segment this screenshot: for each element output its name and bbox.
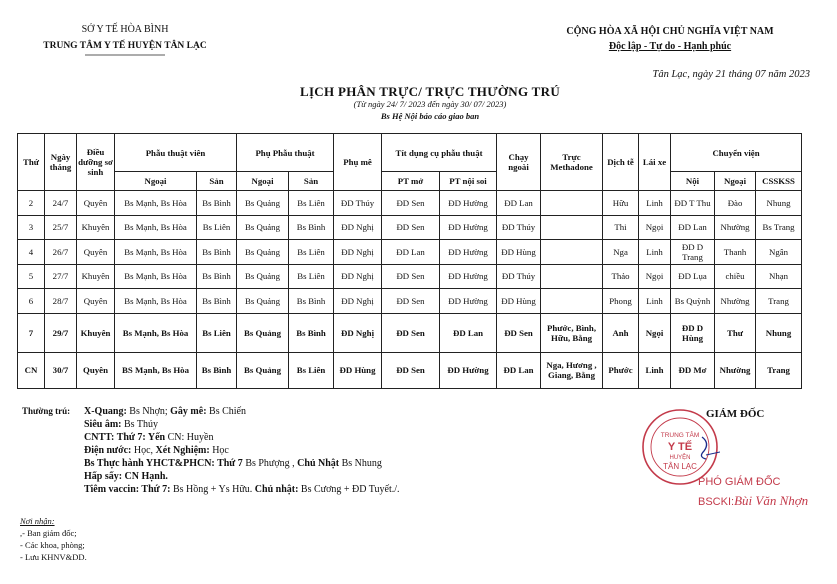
cell-pt-mo: ĐD Sen [382, 352, 440, 388]
cell-cv-noi: Bs Quỳnh [671, 289, 715, 314]
vaccin-label: Tiêm vaccin: Thứ 7: [84, 484, 171, 495]
schedule-body [18, 191, 802, 389]
cell-cv-csskss: Ngân [756, 240, 802, 265]
cell-dich-te: Phong [603, 289, 639, 314]
col-phu-pt: Phụ Phẫu thuật [237, 134, 334, 172]
cell-dich-te: Thảo [603, 264, 639, 289]
cell-lai-xe: Linh [639, 352, 671, 388]
cell-dich-te: Hữu [603, 191, 639, 216]
cell-thu: 5 [18, 264, 45, 289]
cell-pt-mo: ĐD Lan [382, 240, 440, 265]
duty-notes [22, 405, 622, 496]
cell-phu-san: Bs Liên [289, 240, 334, 265]
cell-cv-noi: ĐD T Thu [671, 191, 715, 216]
cell-cv-csskss: Trang [756, 352, 802, 388]
cell-pt-mo: ĐD Sen [382, 215, 440, 240]
note-line-1-content [84, 405, 246, 418]
note-line-7 [22, 483, 622, 496]
col-cv-noi: Nội [671, 172, 715, 191]
svg-text:TÂN LẠC: TÂN LẠC [663, 462, 697, 471]
cell-cv-csskss: Nhung [756, 191, 802, 216]
cell-ngay: 24/7 [45, 191, 77, 216]
cell-ptv-ngoai: Bs Mạnh, Bs Hòa [115, 313, 197, 352]
sieuam-label: Siêu âm: [84, 419, 122, 430]
cell-phu-me: ĐD Nghị [334, 215, 382, 240]
cell-chay-ngoai: ĐD Thúy [497, 264, 541, 289]
cell-thu: CN [18, 352, 45, 388]
cell-chay-ngoai: ĐD Lan [497, 191, 541, 216]
cell-phu-me: ĐD Nghị [334, 313, 382, 352]
xetnghiem-label: Xét Nghiệm: [155, 445, 210, 456]
recipients [20, 515, 87, 563]
cell-pt-mo: ĐD Sen [382, 191, 440, 216]
cell-ptv-ngoai: Bs Mạnh, Bs Hòa [115, 240, 197, 265]
cell-pt-noi-soi: ĐD Lan [440, 313, 497, 352]
cell-ngay: 25/7 [45, 215, 77, 240]
table-row [18, 240, 802, 265]
cell-methadone [541, 191, 603, 216]
cell-pt-noi-soi: ĐD Hường [440, 289, 497, 314]
col-methadone: Trực Methadone [541, 134, 603, 191]
cell-chay-ngoai: ĐD Thúy [497, 215, 541, 240]
org-name: TRUNG TÂM Y TẾ HUYỆN TÂN LẠC [43, 41, 207, 51]
svg-text:TRUNG TÂM: TRUNG TÂM [660, 432, 700, 439]
cell-lai-xe: Linh [639, 240, 671, 265]
cell-cv-ngoai: Đào [715, 191, 756, 216]
col-thu: Thứ [18, 134, 45, 191]
cell-pt-mo: ĐD Sen [382, 313, 440, 352]
cell-cv-csskss: Nhung [756, 313, 802, 352]
cell-dich-te: Phước [603, 352, 639, 388]
cell-thu: 2 [18, 191, 45, 216]
cell-ngay: 29/7 [45, 313, 77, 352]
table-row [18, 352, 802, 388]
gayme-value: Bs Chiến [206, 406, 246, 417]
header-row-2 [18, 172, 802, 191]
cell-dieu-duong: Quyên [77, 240, 115, 265]
cell-methadone [541, 264, 603, 289]
cell-cv-noi: ĐD D Hùng [671, 313, 715, 352]
org-underline [85, 54, 165, 56]
cell-phu-ngoai: Bs Quảng [237, 289, 289, 314]
cell-cv-ngoai: Nhường [715, 289, 756, 314]
cell-cv-ngoai: Thanh [715, 240, 756, 265]
recipient-item: - Các khoa, phòng; [20, 540, 85, 550]
note-line-2-content [84, 418, 158, 431]
cell-lai-xe: Ngọi [639, 313, 671, 352]
svg-text:HUYỆN: HUYỆN [669, 455, 691, 461]
col-tit: Tít dụng cụ phẫu thuật [382, 134, 497, 172]
cell-pt-noi-soi: ĐD Hường [440, 264, 497, 289]
cell-dieu-duong: Quyên [77, 289, 115, 314]
cell-pt-mo: ĐD Sen [382, 289, 440, 314]
cell-dich-te: Anh [603, 313, 639, 352]
chunhat-value: Bs Nhung [339, 458, 382, 469]
vaccin-value: Bs Hồng + Ys Hữu. [170, 484, 255, 495]
cell-dich-te: Thi [603, 215, 639, 240]
cell-pt-noi-soi: ĐD Hường [440, 215, 497, 240]
document-date: Tân Lạc, ngày 21 tháng 07 năm 2023 [652, 69, 810, 80]
cell-phu-ngoai: Bs Quảng [237, 240, 289, 265]
cell-thu: 7 [18, 313, 45, 352]
col-pt-mo: PT mở [382, 172, 440, 191]
cell-pt-noi-soi: ĐD Hường [440, 352, 497, 388]
cell-ptv-san: Bs Bình [197, 191, 237, 216]
cell-cv-noi: ĐD Lan [671, 215, 715, 240]
cell-lai-xe: Linh [639, 289, 671, 314]
cell-dieu-duong: Khuyên [77, 215, 115, 240]
col-chay-ngoai: Chạy ngoài [497, 134, 541, 191]
cell-cv-ngoai: Thư [715, 313, 756, 352]
cell-ptv-ngoai: Bs Mạnh, Bs Hòa [115, 215, 197, 240]
col-ngay: Ngày tháng [45, 134, 77, 191]
table-row [18, 289, 802, 314]
cell-phu-san: Bs Bình [289, 215, 334, 240]
cell-cv-noi: ĐD Mơ [671, 352, 715, 388]
col-phu-me: Phụ mê [334, 134, 382, 191]
sieuam-value: Bs Thúy [121, 419, 158, 430]
cell-cv-ngoai: Nhường [715, 215, 756, 240]
cell-ptv-ngoai: Bs Mạnh, Bs Hòa [115, 264, 197, 289]
note-line-2 [22, 418, 622, 431]
cell-ptv-ngoai: Bs Mạnh, Bs Hòa [115, 191, 197, 216]
table-row [18, 264, 802, 289]
header-row-1 [18, 134, 802, 172]
cell-methadone [541, 215, 603, 240]
cell-phu-me: ĐD Nghị [334, 264, 382, 289]
note-line-7-content [84, 483, 400, 496]
cell-cv-csskss: Nhạn [756, 264, 802, 289]
cell-cv-csskss: Trang [756, 289, 802, 314]
recipients-title: Nơi nhận: [20, 516, 55, 526]
cell-ngay: 27/7 [45, 264, 77, 289]
cell-phu-san: Bs Liên [289, 264, 334, 289]
cell-phu-ngoai: Bs Quảng [237, 352, 289, 388]
col-ptv-ngoai: Ngoại [115, 172, 197, 191]
cell-phu-san: Bs Liên [289, 352, 334, 388]
col-cv-ngoai: Ngoại [715, 172, 756, 191]
cell-ptv-san: Bs Liên [197, 215, 237, 240]
cell-phu-ngoai: Bs Quảng [237, 215, 289, 240]
cell-phu-me: ĐD Hùng [334, 352, 382, 388]
cell-dieu-duong: Khuyên [77, 264, 115, 289]
cell-chay-ngoai: ĐD Hùng [497, 240, 541, 265]
vaccin-cn-value: Bs Cương + ĐD Tuyết./. [298, 484, 400, 495]
cell-dieu-duong: Quyên [77, 191, 115, 216]
cell-lai-xe: Ngọi [639, 215, 671, 240]
col-pt-noi-soi: PT nội soi [440, 172, 497, 191]
yhct-label: Bs Thực hành YHCT&PHCN: Thứ 7 [84, 458, 243, 469]
cell-ptv-san: Bs Bình [197, 240, 237, 265]
col-dieu-duong: Điều dưỡng sơ sinh [77, 134, 115, 191]
cell-dieu-duong: Quyên [77, 352, 115, 388]
cell-ngay: 28/7 [45, 289, 77, 314]
cell-ptv-san: Bs Bình [197, 352, 237, 388]
cell-cv-csskss: Bs Trang [756, 215, 802, 240]
cell-thu: 3 [18, 215, 45, 240]
note-line-5-content [84, 457, 382, 470]
cell-ngay: 26/7 [45, 240, 77, 265]
cell-lai-xe: Ngọi [639, 264, 671, 289]
signer-deputy: PHÓ GIÁM ĐỐC [698, 476, 781, 488]
cell-phu-san: Bs Bình [289, 313, 334, 352]
cell-pt-noi-soi: ĐD Hường [440, 191, 497, 216]
table-row [18, 313, 802, 352]
cell-cv-ngoai: Nhường [715, 352, 756, 388]
col-ptv-san: Sản [197, 172, 237, 191]
diennuoc-label: Điện nước: [84, 445, 132, 456]
col-lai-xe: Lái xe [639, 134, 671, 191]
cell-methadone [541, 289, 603, 314]
col-cv-csskss: CSSKSS [756, 172, 802, 191]
cell-phu-me: ĐD Thúy [334, 191, 382, 216]
hapsay-label: Hấp sấy: CN Hạnh. [84, 471, 168, 482]
cell-ptv-san: Bs Bình [197, 289, 237, 314]
cntt-value: CN: Huyền [165, 432, 214, 443]
note-line-4-content [84, 444, 229, 457]
vaccin-cn-label: Chủ nhật: [254, 484, 299, 495]
table-row [18, 215, 802, 240]
note-line-3-content [84, 431, 213, 444]
col-dich-te: Dịch tễ [603, 134, 639, 191]
signer-name: Bùi Văn Nhợn [734, 493, 809, 508]
cell-ptv-ngoai: BS Mạnh, Bs Hòa [115, 352, 197, 388]
col-chuyen-vien: Chuyển viện [671, 134, 802, 172]
schedule-table [17, 133, 802, 389]
signer-role: GIÁM ĐỐC [706, 408, 765, 420]
cell-pt-noi-soi: ĐD Hường [440, 240, 497, 265]
cell-ptv-ngoai: Bs Mạnh, Bs Hòa [115, 289, 197, 314]
note-line-6-content [84, 470, 168, 483]
cell-phu-me: ĐD Nghị [334, 289, 382, 314]
cell-dieu-duong: Khuyên [77, 313, 115, 352]
nation-header [545, 24, 795, 54]
yhct-value: Bs Phượng , [242, 458, 298, 469]
org-parent: SỞ Y TẾ HÒA BÌNH [81, 24, 169, 35]
signer-name-line [698, 493, 808, 509]
cell-ptv-san: Bs Bình [197, 264, 237, 289]
note-line-4 [22, 444, 622, 457]
recipient-item: - Lưu KHNV&DD. [20, 552, 87, 562]
cell-phu-ngoai: Bs Quảng [237, 313, 289, 352]
cell-ngay: 30/7 [45, 352, 77, 388]
col-ptv: Phẫu thuật viên [115, 134, 237, 172]
cell-thu: 4 [18, 240, 45, 265]
cell-cv-noi: ĐD Lụa [671, 264, 715, 289]
document-subtitle: (Từ ngày 24/ 7/ 2023 đến ngày 30/ 07/ 2023) [353, 99, 507, 109]
cell-methadone [541, 240, 603, 265]
recipient-item: ,- Ban giám đốc; [20, 528, 77, 538]
notes-lead: Thường trú: [22, 406, 71, 416]
cell-phu-san: Bs Bình [289, 289, 334, 314]
cell-phu-san: Bs Liên [289, 191, 334, 216]
cell-ptv-san: Bs Liên [197, 313, 237, 352]
table-row [18, 191, 802, 216]
cell-phu-ngoai: Bs Quảng [237, 191, 289, 216]
cell-cv-noi: ĐD D Trang [671, 240, 715, 265]
cell-pt-mo: ĐD Sen [382, 264, 440, 289]
cell-chay-ngoai: ĐD Lan [497, 352, 541, 388]
cell-cv-ngoai: chiều [715, 264, 756, 289]
cell-methadone: Nga, Hương , Giang, Bằng [541, 352, 603, 388]
cell-phu-ngoai: Bs Quảng [237, 264, 289, 289]
gayme-label: Gây mê: [170, 406, 207, 417]
cntt-label: CNTT: Thứ 7: Yến [84, 432, 166, 443]
org-header [30, 22, 220, 56]
xetnghiem-value: Học [209, 445, 229, 456]
cell-methadone: Phước, Bình, Hữu, Bằng [541, 313, 603, 352]
cell-chay-ngoai: ĐD Sen [497, 313, 541, 352]
diennuoc-value: Học, [131, 445, 156, 456]
xquang-label: X-Quang: [84, 406, 127, 417]
note-line-3 [22, 431, 622, 444]
document-subtitle-2: Bs Hệ Nội báo cáo giao ban [380, 111, 480, 121]
xquang-value: Bs Nhợn; [126, 406, 171, 417]
cell-dich-te: Nga [603, 240, 639, 265]
signer-prefix: BSCKI: [698, 496, 735, 508]
svg-text:Y TẾ: Y TẾ [667, 441, 693, 453]
cell-chay-ngoai: ĐD Hùng [497, 289, 541, 314]
nation-motto: Độc lập - Tự do - Hạnh phúc [608, 41, 732, 52]
signature-block [640, 405, 830, 520]
chunhat-label: Chủ Nhật [297, 458, 340, 469]
document-title: LỊCH PHÂN TRỰC/ TRỰC THƯỜNG TRÚ [299, 84, 561, 99]
col-phu-ngoai: Ngoại [237, 172, 289, 191]
cell-thu: 6 [18, 289, 45, 314]
note-line-6 [22, 470, 622, 483]
cell-phu-me: ĐD Nghị [334, 240, 382, 265]
col-phu-san: Sản [289, 172, 334, 191]
note-line-5 [22, 457, 622, 470]
note-line-1 [22, 405, 622, 418]
cell-lai-xe: Linh [639, 191, 671, 216]
nation-name: CỘNG HÒA XÃ HỘI CHỦ NGHĨA VIỆT NAM [566, 26, 774, 37]
